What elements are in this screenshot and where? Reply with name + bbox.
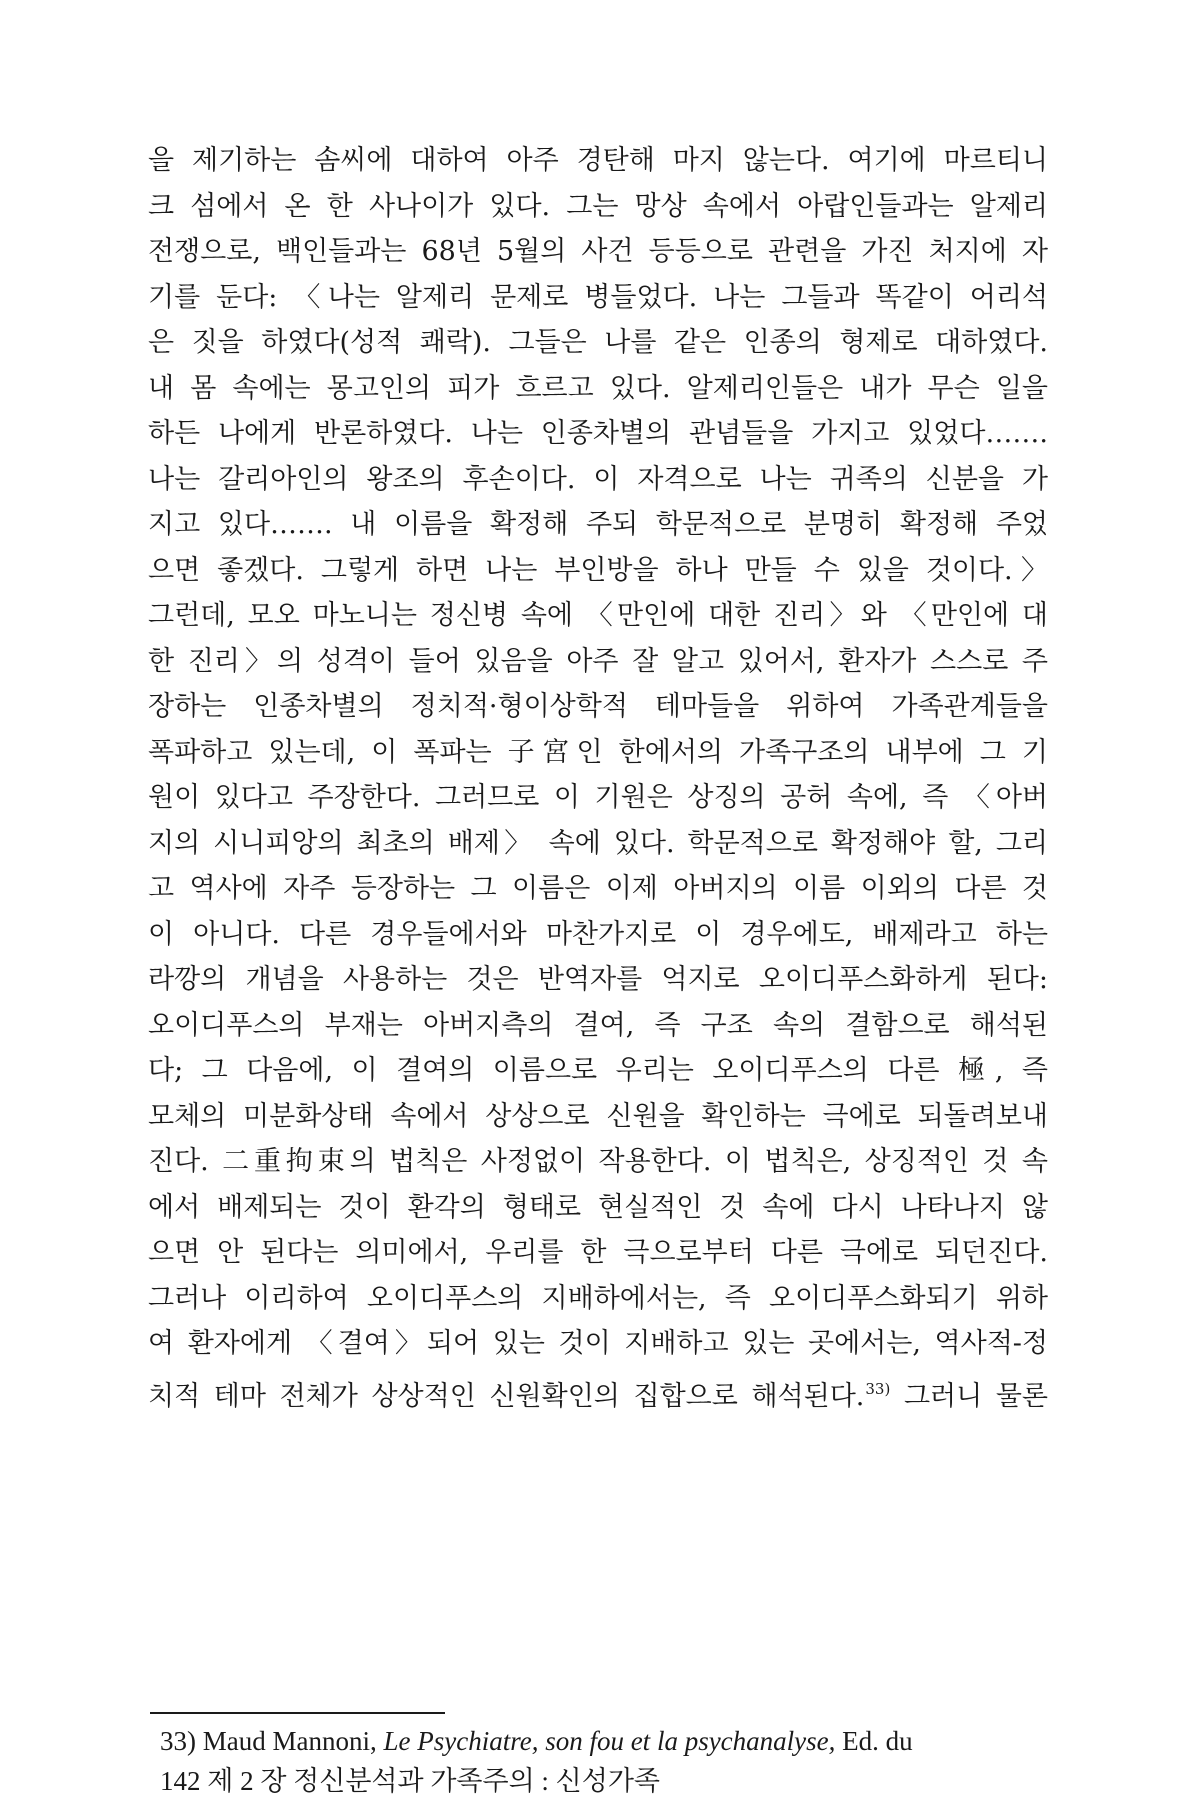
text-line: 한 진리〉의 성격이 들어 있음을 아주 잘 알고 있어서, 환자가 스스로 주 — [148, 645, 1048, 677]
page-number: 142 — [160, 1766, 201, 1796]
text-line: 전쟁으로, 백인들과는 68년 5월의 사건 등등으로 관련을 가진 처지에 자 — [148, 236, 1048, 267]
footnote-title: Le Psychiatre, son fou et la psychanalyse, — [383, 1726, 836, 1756]
text-line: 진다. 二重拘束의 법칙은 사정없이 작용한다. 이 법칙은, 상징적인 것 속 — [148, 1146, 1048, 1177]
text-line: 그런데, 모오 마노니는 정신병 속에 〈만인에 대한 진리〉와 〈만인에 대 — [148, 600, 1048, 631]
text-line: 기를 둔다: 〈나는 알제리 문제로 병들었다. 나는 그들과 똑같이 어리석 — [148, 281, 1048, 313]
text-line: 여 환자에게 〈결여〉되어 있는 것이 지배하고 있는 곳에서는, 역사적-정 — [148, 1328, 1048, 1359]
text-line: 라깡의 개념을 사용하는 것은 반역자를 억지로 오이디푸스화하게 된다: — [148, 964, 1048, 995]
text-line-last-body: 치적 테마 전체가 상상적인 신원확인의 집합으로 해석된다. — [148, 1380, 865, 1412]
text-line: 나는 갈리아인의 왕조의 후손이다. 이 자격으로 나는 귀족의 신분을 가 — [148, 463, 1048, 495]
text-line: 에서 배제되는 것이 환각의 형태로 현실적인 것 속에 다시 나타나지 않 — [148, 1191, 1048, 1223]
text-line: 을 제기하는 솜씨에 대하여 아주 경탄해 마지 않는다. 여기에 마르티니 — [148, 145, 1048, 176]
text-line: 장하는 인종차별의 정치적·형이상학적 테마들을 위하여 가족관계들을 — [148, 691, 1048, 722]
chapter-title: 제 2 장 정신분석과 가족주의 : 신성가족 — [207, 1766, 660, 1796]
text-line: 으면 좋겠다. 그렇게 하면 나는 부인방을 하나 만들 수 있을 것이다.〉 — [148, 554, 1048, 586]
text-line: 모체의 미분화상태 속에서 상상으로 신원을 확인하는 극에로 되돌려보내 — [148, 1100, 1048, 1132]
text-line-last — [148, 1367, 1048, 1413]
text-line: 은 짓을 하였다(성적 쾌락). 그들은 나를 같은 인종의 형제로 대하였다. — [148, 327, 1048, 358]
text-line: 오이디푸스의 부재는 아버지측의 결여, 즉 구조 속의 결함으로 해석된 — [148, 1009, 1048, 1041]
body-text — [148, 138, 1048, 1412]
running-footer — [160, 1768, 1048, 1795]
text-line-last-tail: 그러니 물론 — [890, 1380, 1049, 1412]
text-line: 그러나 이리하여 오이디푸스의 지배하에서는, 즉 오이디푸스화되기 위하 — [148, 1282, 1048, 1314]
footnote — [160, 1728, 1048, 1755]
text-line: 폭파하고 있는데, 이 폭파는 子宮인 한에서의 가족구조의 내부에 그 기 — [148, 736, 1048, 768]
footnote-reference[interactable]: 33) — [865, 1379, 891, 1398]
text-line: 지의 시니피앙의 최초의 배제〉 속에 있다. 학문적으로 확정해야 할, 그리 — [148, 827, 1048, 859]
text-line: 지고 있다……. 내 이름을 확정해 주되 학문적으로 분명히 확정해 주었 — [148, 509, 1048, 540]
footnote-divider — [150, 1712, 445, 1714]
footnote-publisher: Ed. du — [842, 1726, 913, 1756]
text-line: 크 섬에서 온 한 사나이가 있다. 그는 망상 속에서 아랍인들과는 알제리 — [148, 190, 1048, 222]
text-line: 이 아니다. 다른 경우들에서와 마찬가지로 이 경우에도, 배제라고 하는 — [148, 918, 1048, 950]
text-line: 고 역사에 자주 등장하는 그 이름은 이제 아버지의 이름 이외의 다른 것 — [148, 873, 1048, 904]
text-line: 으면 안 된다는 의미에서, 우리를 한 극으로부터 다른 극에로 되던진다. — [148, 1237, 1048, 1268]
text-line: 다; 그 다음에, 이 결여의 이름으로 우리는 오이디푸스의 다른 極, 즉 — [148, 1055, 1048, 1086]
text-line: 내 몸 속에는 몽고인의 피가 흐르고 있다. 알제리인들은 내가 무슨 일을 — [148, 372, 1048, 404]
footnote-number: 33) — [160, 1726, 196, 1756]
text-line: 하든 나에게 반론하였다. 나는 인종차별의 관념들을 가지고 있었다……. — [148, 418, 1048, 449]
text-line: 원이 있다고 주장한다. 그러므로 이 기원은 상징의 공허 속에, 즉 〈아버 — [148, 782, 1048, 813]
footnote-author: Maud Mannoni, — [202, 1726, 377, 1756]
